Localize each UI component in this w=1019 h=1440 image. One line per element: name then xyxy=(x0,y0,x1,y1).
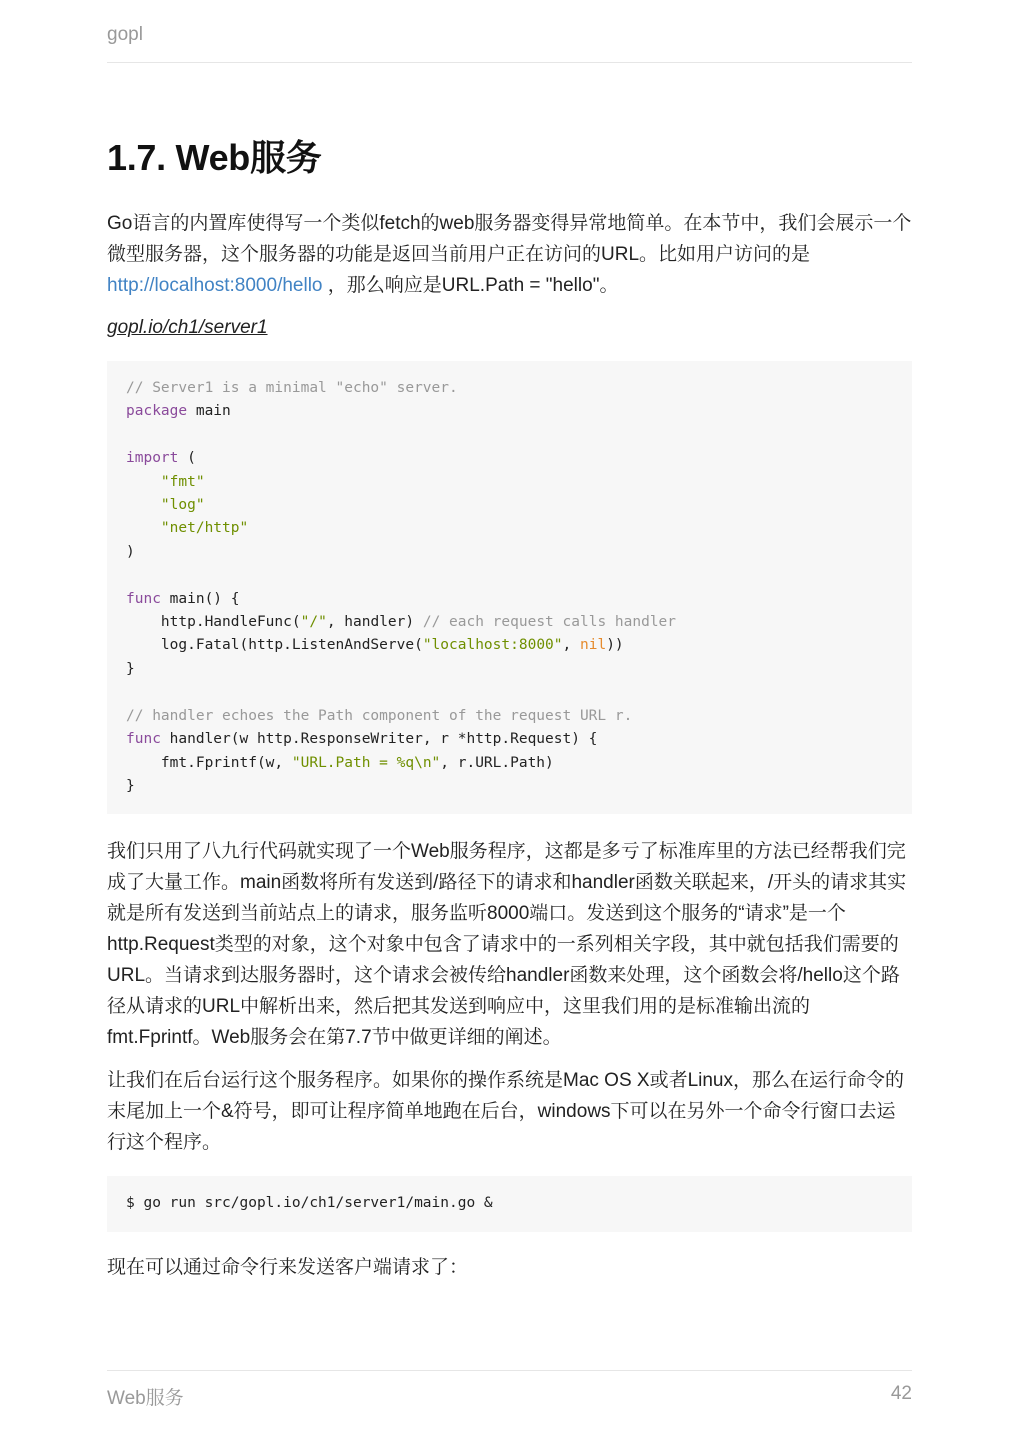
background-paragraph: 让我们在后台运行这个服务程序。如果你的操作系统是Mac OS X或者Linux，那么在运行命令的末尾加上一个&符号，即可让程序简单地跑在后台，windows下可以在另外一个命令行窗口去运行这个程序。 xyxy=(107,1070,905,1154)
code-text: main() { xyxy=(160,590,240,607)
code-text: ( xyxy=(178,450,196,467)
code-text: )) xyxy=(606,637,624,654)
code-string: "fmt" xyxy=(160,473,205,490)
code-string: "/" xyxy=(300,614,327,631)
source-reference[interactable]: gopl.io/ch1/server1 xyxy=(107,317,268,338)
code-string: "net/http" xyxy=(160,520,249,537)
code-keyword: func xyxy=(126,731,161,748)
code-text: http.HandleFunc( xyxy=(160,614,301,631)
intro-text: Go语言的内置库使得写一个类似fetch的web服务器变得异常地简单。在本节中，我们会展示一个微型服务器，这个服务器的功能是返回当前用户正在访问的URL。比如用户访问的是 xyxy=(107,213,912,265)
code-keyword: package xyxy=(126,403,188,420)
page-header xyxy=(107,0,912,63)
main-content xyxy=(107,130,912,1283)
code-string: "URL.Path = %q\n" xyxy=(291,754,441,771)
code-comment: // Server1 is a minimal "echo" server. xyxy=(126,380,458,396)
command-text: $ go run src/gopl.io/ch1/server1/main.go & xyxy=(126,1195,493,1212)
code-text: , xyxy=(562,637,580,654)
code-keyword: import xyxy=(126,450,179,467)
code-text: fmt.Fprintf(w, xyxy=(160,754,292,771)
code-string: "localhost:8000" xyxy=(422,637,563,654)
code-text: main xyxy=(187,403,231,420)
page-footer xyxy=(107,1370,912,1417)
code-string: "log" xyxy=(160,497,205,514)
localhost-link[interactable]: http://localhost:8000/hello xyxy=(107,275,323,296)
code-text: } xyxy=(126,660,135,677)
page-number: 42 xyxy=(890,1383,912,1404)
explanation-paragraph: 我们只用了八九行代码就实现了一个Web服务程序，这都是多亏了标准库里的方法已经帮我们完成了大量工作。main函数将所有发送到/路径下的请求和handler函数关联起来，/开头的请求其实就是所有发送到当前站点上的请求，服务监听8000端口。发送到这个服务的“请求”是一个http.Request类型的对象，这个对象中包含了请求中的一系列相关字段，其中就包括我们需要的URL。当请求到达服务器时，这个请求会被传给handler函数来处理，这个函数会将/hello这个路径从请求的URL中解析出来，然后把其发送到响应中，这里我们用的是标准输出流的fmt.Fprintf。Web服务会在第7.7节中做更详细的阐述。 xyxy=(107,841,907,1049)
code-comment: // each request calls handler xyxy=(422,614,677,631)
code-comment: // handler echoes the Path component of the request URL r. xyxy=(126,707,633,724)
code-keyword: func xyxy=(126,590,161,607)
command-block xyxy=(107,1176,912,1231)
footer-chapter: Web服务 xyxy=(107,1388,184,1409)
code-block xyxy=(107,361,912,814)
code-text: ) xyxy=(126,543,135,560)
intro-text-end: ，那么响应是URL.Path = "hello"。 xyxy=(322,275,619,296)
client-paragraph: 现在可以通过命令行来发送客户端请求了： xyxy=(107,1256,469,1278)
code-text: , r.URL.Path) xyxy=(440,754,554,771)
intro-paragraph xyxy=(107,208,912,301)
code-text: log.Fatal(http.ListenAndServe( xyxy=(160,637,423,654)
code-nil: nil xyxy=(579,637,607,654)
book-title: gopl xyxy=(107,24,143,45)
section-title: 1.7. Web服务 xyxy=(107,137,322,178)
code-text: } xyxy=(126,777,135,794)
code-text: handler(w http.ResponseWriter, r *http.Request) { xyxy=(160,731,598,748)
code-text: , handler) xyxy=(326,614,423,631)
